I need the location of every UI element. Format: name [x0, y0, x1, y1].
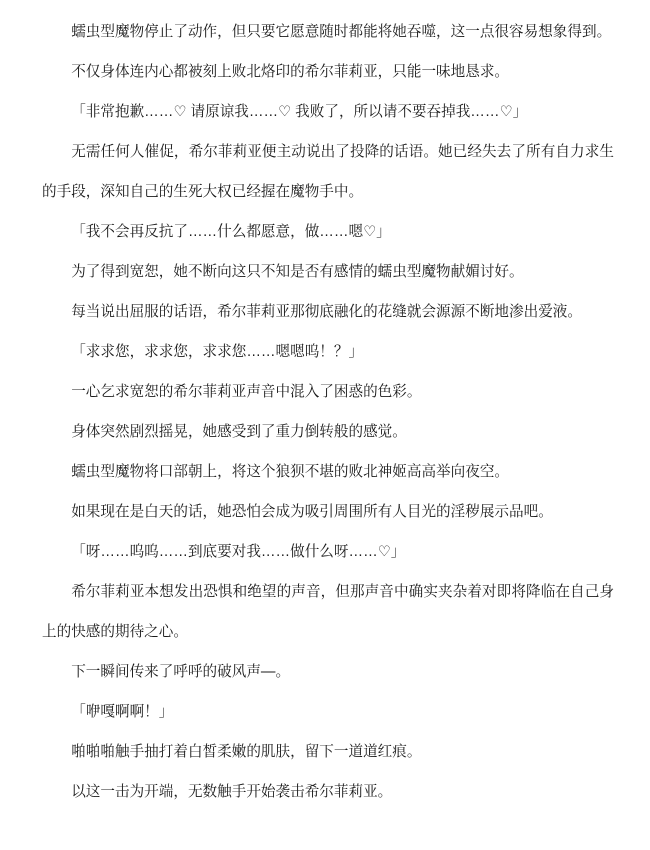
paragraph: 希尔菲莉亚本想发出恐惧和绝望的声音，但那声音中确实夹杂着对即将降临在自己身上的快感的期待之心。 [42, 584, 614, 640]
paragraph: 「我不会再反抗了……什么都愿意，做……嗯♡」 [71, 224, 391, 240]
paragraph: 一心乞求宽恕的希尔菲莉亚声音中混入了困惑的色彩。 [71, 384, 422, 400]
paragraph: 不仅身体连内心都被刻上败北烙印的希尔菲莉亚，只能一味地恳求。 [71, 64, 510, 80]
paragraph: 「咿嘎啊啊！」 [71, 704, 174, 720]
paragraph: 每当说出屈服的话语，希尔菲莉亚那彻底融化的花缝就会源源不断地渗出爱液。 [71, 304, 582, 320]
paragraph: 为了得到宽恕，她不断向这只不知是否有感情的蠕虫型魔物献媚讨好。 [71, 264, 524, 280]
paragraph: 如果现在是白天的话，她恐怕会成为吸引周围所有人目光的淫秽展示品吧。 [71, 504, 553, 520]
paragraph: 「呀……呜呜……到底要对我……做什么呀……♡」 [71, 544, 406, 560]
paragraph: 啪啪啪触手抽打着白皙柔嫩的肌肤，留下一道道红痕。 [71, 744, 422, 760]
paragraph: 下一瞬间传来了呼呼的破风声—。 [71, 664, 291, 680]
paragraph: 无需任何人催促，希尔菲莉亚便主动说出了投降的话语。她已经失去了所有自力求生的手段，深知自己的生死大权已经握在魔物手中。 [42, 144, 614, 200]
paragraph: 蠕虫型魔物将口部朝上，将这个狼狈不堪的败北神姬高高举向夜空。 [71, 464, 510, 480]
paragraph: 「求求您，求求您，求求您……嗯嗯呜！？」 [71, 344, 364, 360]
paragraph: 蠕虫型魔物停止了动作，但只要它愿意随时都能将她吞噬，这一点很容易想象得到。 [71, 24, 612, 40]
paragraph: 「非常抱歉……♡ 请原谅我……♡ 我败了，所以请不要吞掉我……♡」 [71, 104, 528, 120]
paragraph: 身体突然剧烈摇晃，她感受到了重力倒转般的感觉。 [71, 424, 407, 440]
paragraph: 以这一击为开端，无数触手开始袭击希尔菲莉亚。 [71, 784, 393, 800]
